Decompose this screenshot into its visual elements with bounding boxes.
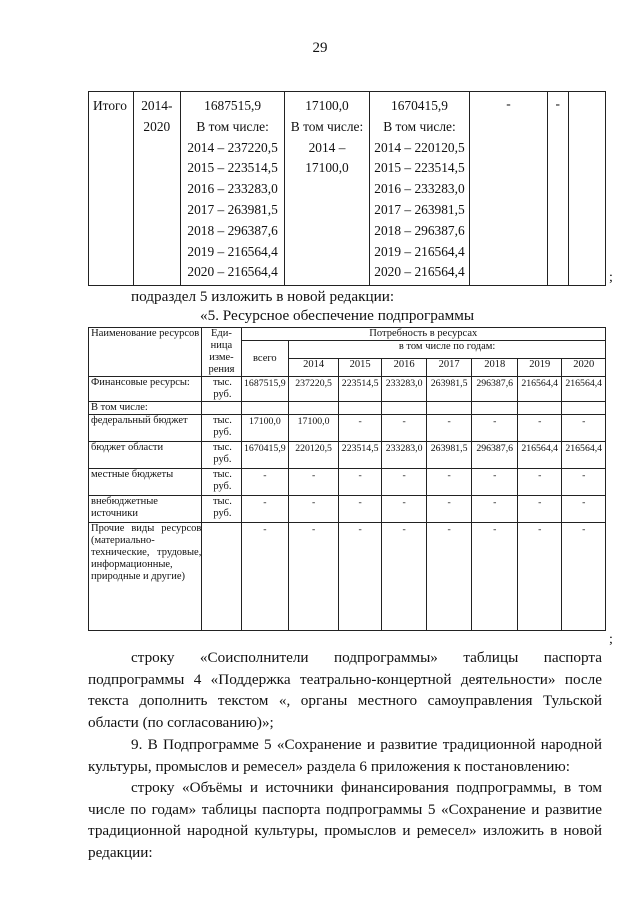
row-value: 233283,0 xyxy=(382,442,426,469)
resources-table xyxy=(88,327,606,631)
row-value: - xyxy=(472,523,518,631)
paragraph-subsection: подраздел 5 изложить в новой редакции: xyxy=(131,288,395,305)
other-cell: - xyxy=(555,96,560,111)
row-value: 17100,0 xyxy=(289,415,339,442)
paragraph-3: строку «Объёмы и источники финансирования подпрограммы, в том числе по годам» таблицы паспорта подпрограммы 5 «Сохранение и развитие традиционной народной культуры, промыслов и ремесел» изложить в новой редакции: xyxy=(88,779,602,861)
row-value xyxy=(338,402,381,415)
row-value xyxy=(517,402,561,415)
row-value: 296387,6 xyxy=(472,377,518,402)
row-value xyxy=(289,402,339,415)
row-value: - xyxy=(382,415,426,442)
row-value: - xyxy=(562,523,606,631)
year-2015: 2015 xyxy=(338,359,381,377)
header-need: Потребность в ресурсах xyxy=(241,328,605,341)
row-value: 220120,5 xyxy=(289,442,339,469)
row-name: внебюджетные источники xyxy=(89,496,202,523)
table-row xyxy=(89,469,606,496)
table-row xyxy=(89,496,606,523)
row-value: 223514,5 xyxy=(338,442,381,469)
row-value: 296387,6 xyxy=(472,442,518,469)
table-row xyxy=(89,402,606,415)
row-value: - xyxy=(289,469,339,496)
row-value: - xyxy=(338,469,381,496)
row-total: 17100,0 xyxy=(241,415,289,442)
period-start: 2014- xyxy=(141,98,173,113)
row-value: - xyxy=(426,523,472,631)
page-number: 29 xyxy=(312,40,328,56)
row-value: - xyxy=(472,496,518,523)
total-cell: 1687515,9 В том числе: 2014 – 237220,5 2015 – 223514,5 2016 – 233283,0 2017 – 263981,5 2018 – 296387,6 2019 – 216564,4 2020 – 216564,4 xyxy=(187,98,278,280)
row-value: 223514,5 xyxy=(338,377,381,402)
row-value: - xyxy=(517,415,561,442)
row-total: - xyxy=(241,469,289,496)
row-total: 1670415,9 xyxy=(241,442,289,469)
row-value: - xyxy=(517,496,561,523)
row-value xyxy=(472,402,518,415)
row-value: 233283,0 xyxy=(382,377,426,402)
row-value: - xyxy=(562,415,606,442)
year-2020: 2020 xyxy=(562,359,606,377)
row-value xyxy=(426,402,472,415)
row-total xyxy=(241,402,289,415)
table-row xyxy=(89,415,606,442)
row-value: - xyxy=(472,415,518,442)
row-value: - xyxy=(338,523,381,631)
year-2016: 2016 xyxy=(382,359,426,377)
row-value: 216564,4 xyxy=(562,442,606,469)
header-incl: в том числе по годам: xyxy=(289,341,606,359)
region-cell: 1670415,9 В том числе: 2014 – 220120,5 2015 – 223514,5 2016 – 233283,0 2017 – 263981,5 2018 – 296387,6 2019 – 216564,4 2020 – 216564,4 xyxy=(374,98,465,280)
row-value: - xyxy=(289,523,339,631)
row-name: федеральный бюджет xyxy=(89,415,202,442)
total-label: Итого xyxy=(93,98,127,113)
row-value: - xyxy=(289,496,339,523)
row-value: - xyxy=(338,496,381,523)
paragraph-1: строку «Соисполнители подпрограммы» таблицы паспорта подпрограммы 4 «Поддержка театрально-концертной деятельности» после текста дополнить текстом «, органы местного самоуправления Тульской области (по согласованию)»; xyxy=(88,649,602,731)
row-unit xyxy=(202,523,241,631)
row-value: - xyxy=(472,469,518,496)
row-value: 263981,5 xyxy=(426,377,472,402)
row-total: 1687515,9 xyxy=(241,377,289,402)
row-value: - xyxy=(517,469,561,496)
end-mark-2: ; xyxy=(609,632,613,647)
header-unit: Еди-ница изме-рения xyxy=(202,328,241,377)
row-unit: тыс. руб. xyxy=(202,442,241,469)
row-value: 216564,4 xyxy=(517,377,561,402)
row-name: В том числе: xyxy=(89,402,202,415)
row-value: 263981,5 xyxy=(426,442,472,469)
section-title: «5. Ресурсное обеспечение подпрограммы xyxy=(200,307,475,324)
year-2019: 2019 xyxy=(517,359,561,377)
row-value xyxy=(382,402,426,415)
row-value: - xyxy=(426,496,472,523)
header-all: всего xyxy=(241,341,289,377)
period-end: 2020 xyxy=(143,118,171,134)
row-value: - xyxy=(562,469,606,496)
row-name: местные бюджеты xyxy=(89,469,202,496)
table-row xyxy=(89,377,606,402)
row-value: - xyxy=(562,496,606,523)
row-value: 216564,4 xyxy=(562,377,606,402)
row-total: - xyxy=(241,523,289,631)
header-name: Наименование ресурсов xyxy=(89,328,202,377)
row-name: бюджет области xyxy=(89,442,202,469)
row-total: - xyxy=(241,496,289,523)
row-value: - xyxy=(382,469,426,496)
table-row xyxy=(89,442,606,469)
row-unit: тыс. руб. xyxy=(202,415,241,442)
row-unit: тыс. руб. xyxy=(202,496,241,523)
row-value: 216564,4 xyxy=(517,442,561,469)
row-name: Прочие виды ресурсов (материально-технические, трудовые, информационные, природные и другие) xyxy=(89,523,202,631)
table-row xyxy=(89,523,606,631)
year-2014: 2014 xyxy=(289,359,339,377)
funding-total-table xyxy=(88,91,606,286)
row-value: - xyxy=(382,523,426,631)
row-value: - xyxy=(382,496,426,523)
row-value: - xyxy=(338,415,381,442)
row-name: Финансовые ресурсы: xyxy=(89,377,202,402)
year-2018: 2018 xyxy=(472,359,518,377)
row-unit: тыс. руб. xyxy=(202,377,241,402)
row-value: - xyxy=(426,469,472,496)
row-unit: тыс. руб. xyxy=(202,469,241,496)
local-cell: - xyxy=(506,96,511,111)
row-value: - xyxy=(517,523,561,631)
row-value: - xyxy=(426,415,472,442)
federal-cell: 17100,0 В том числе: 2014 – 17100,0 xyxy=(290,98,364,176)
row-value xyxy=(562,402,606,415)
paragraph-2: 9. В Подпрограмме 5 «Сохранение и развитие традиционной народной культуры, промыслов и ремесел» раздела 6 приложения к постановлению: xyxy=(88,736,602,775)
end-mark-1: ; xyxy=(609,270,613,285)
row-unit xyxy=(202,402,241,415)
row-value: 237220,5 xyxy=(289,377,339,402)
year-2017: 2017 xyxy=(426,359,472,377)
